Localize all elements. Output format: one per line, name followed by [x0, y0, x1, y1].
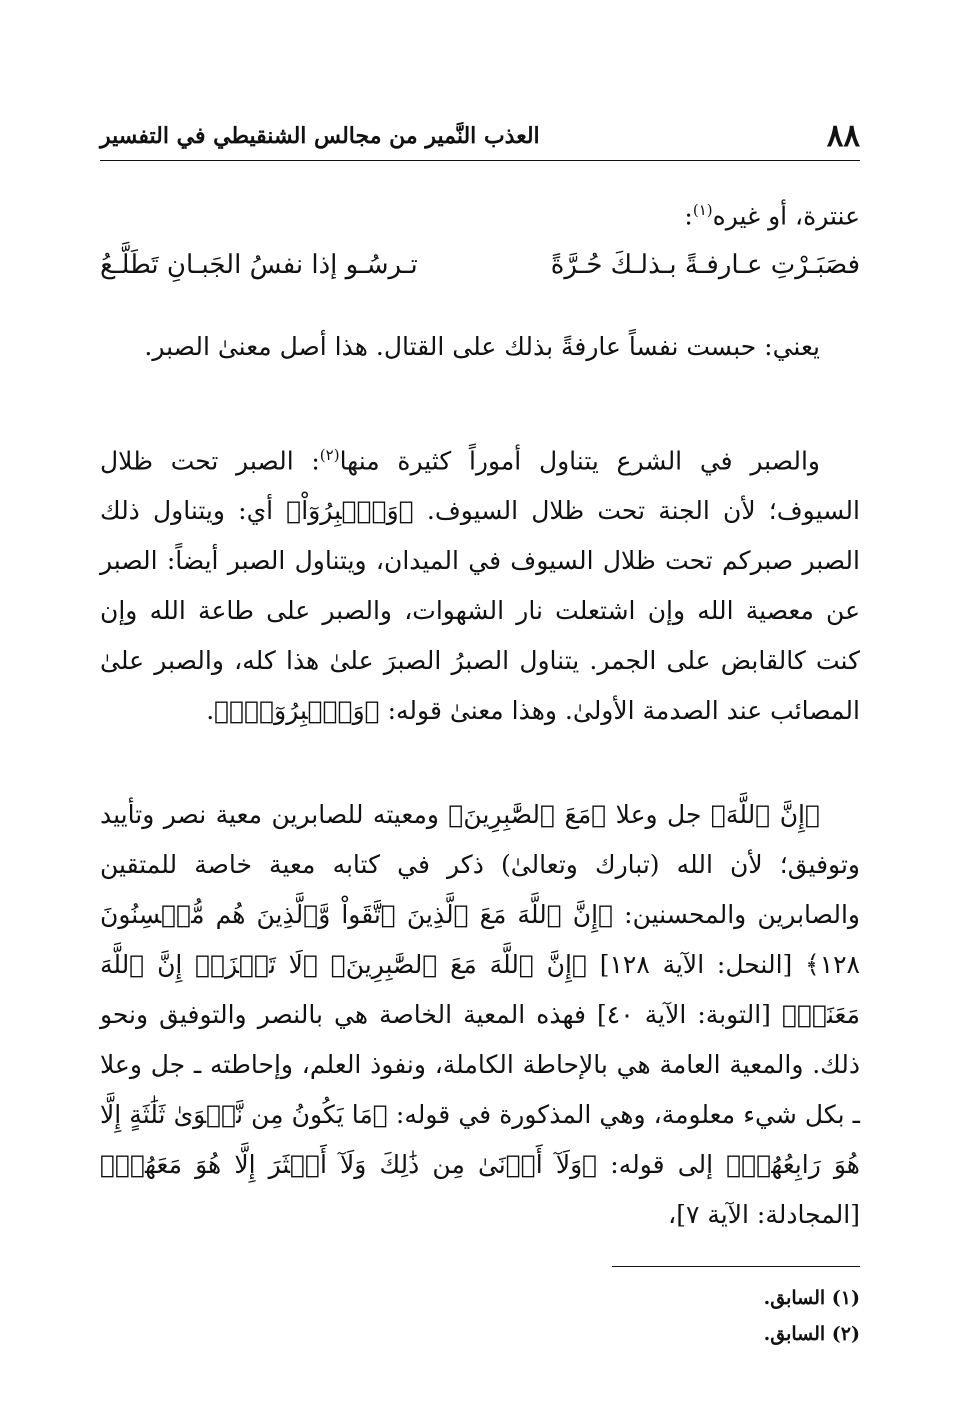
paragraph-1-text: يعني: حبست نفساً عارفةً بذلك على القتال. هذا أصل معنىٰ الصبر. [144, 332, 820, 361]
footnotes [100, 1280, 860, 1352]
intro-text: عنترة، أو غيره [712, 201, 860, 231]
footnote-ref-1[interactable]: (١) [692, 201, 713, 219]
paragraph-divine-companionship [100, 790, 860, 1240]
paragraph-2-rest: : الصبر تحت ظلال السيوف؛ لأن الجنة تحت ظلال السيوف. ﴿وَٱصۡبِرُوٓاْ﴾ أي: ويتناول ذلك الصبر صبركم تحت ظلال السيوف في الميدان، ويتناول الصبر أيضاً: الصبر عن معصية الله وإن اشتعلت نار الشهوات، والصبر على طاعة الله وإن كنت كالقابض على الجمر. يتناول الصبرُ الصبرَ علىٰ هذا كله، والصبر علىٰ المصائب عند الصدمة الأولىٰ. وهذا معنىٰ قوله: ﴿وَٱصۡبِرُوٓاْۚ﴾. [100, 446, 860, 726]
poem-hemistich-second: تـرسُـو إذا نفسُ الجَبـانِ تَطَلَّـعُ [100, 250, 418, 280]
intro-line [100, 185, 860, 241]
footnote-2: (٢) السابق. [763, 1323, 860, 1345]
header-divider [100, 160, 860, 161]
page-number: ٨٨ [826, 118, 860, 154]
running-title: العذب النَّمير من مجالس الشنقيطي في التفسير [100, 123, 540, 149]
footnote-divider [612, 1266, 860, 1267]
poem-verse [100, 240, 860, 290]
page-header [100, 115, 860, 157]
footnote-1: (١) السابق. [763, 1287, 860, 1309]
footnote-ref-2[interactable]: (٢) [319, 446, 340, 464]
poem-hemistich-first: فصَبَـرْتِ عـارفـةً بـذلـكَ حُـرَّةً [550, 250, 860, 280]
paragraph-definition [100, 322, 860, 372]
intro-colon: : [684, 201, 693, 231]
paragraph-2-start: والصبر في الشرع يتناول أموراً كثيرة منها [339, 446, 821, 476]
paragraph-3-text: ﴿إِنَّ ٱللَّهَ﴾ جل وعلا ﴿مَعَ ٱلصَّٰبِرِينَ﴾ ومعيته للصابرين معية نصر وتأييد وتوفيق؛ لأن الله (تبارك وتعالىٰ) ذكر في كتابه معية خاصة للمتقين والصابرين والمحسنين: ﴿إِنَّ ٱللَّهَ مَعَ ٱلَّذِينَ ٱتَّقَواْ وَّٱلَّذِينَ هُم مُّحۡسِنُونَ ١٢٨﴾ [النحل: الآية ١٢٨] ﴿إِنَّ ٱللَّهَ مَعَ ٱلصَّٰبِرِينَ﴾ ﴿لَا تَحۡزَنۡ إِنَّ ٱللَّهَ مَعَنَاۖ﴾ [التوبة: الآية ٤٠] فهذه المعية الخاصة هي بالنصر والتوفيق ونحو ذلك. والمعية العامة هي بالإحاطة الكاملة، ونفوذ العلم، وإحاطته ـ جل وعلا ـ بكل شيء معلومة، وهي المذكورة في قوله: ﴿مَا يَكُونُ مِن نَّجۡوَىٰ ثَلَٰثَةٍ إِلَّا هُوَ رَابِعُهُمۡ﴾ إلى قوله: ﴿وَلَآ أَدۡنَىٰ مِن ذَٰلِكَ وَلَآ أَكۡثَرَ إِلَّا هُوَ مَعَهُمۡ﴾ [المجادلة: الآية ٧]، [100, 800, 861, 1229]
paragraph-sharia-meaning [100, 430, 860, 736]
